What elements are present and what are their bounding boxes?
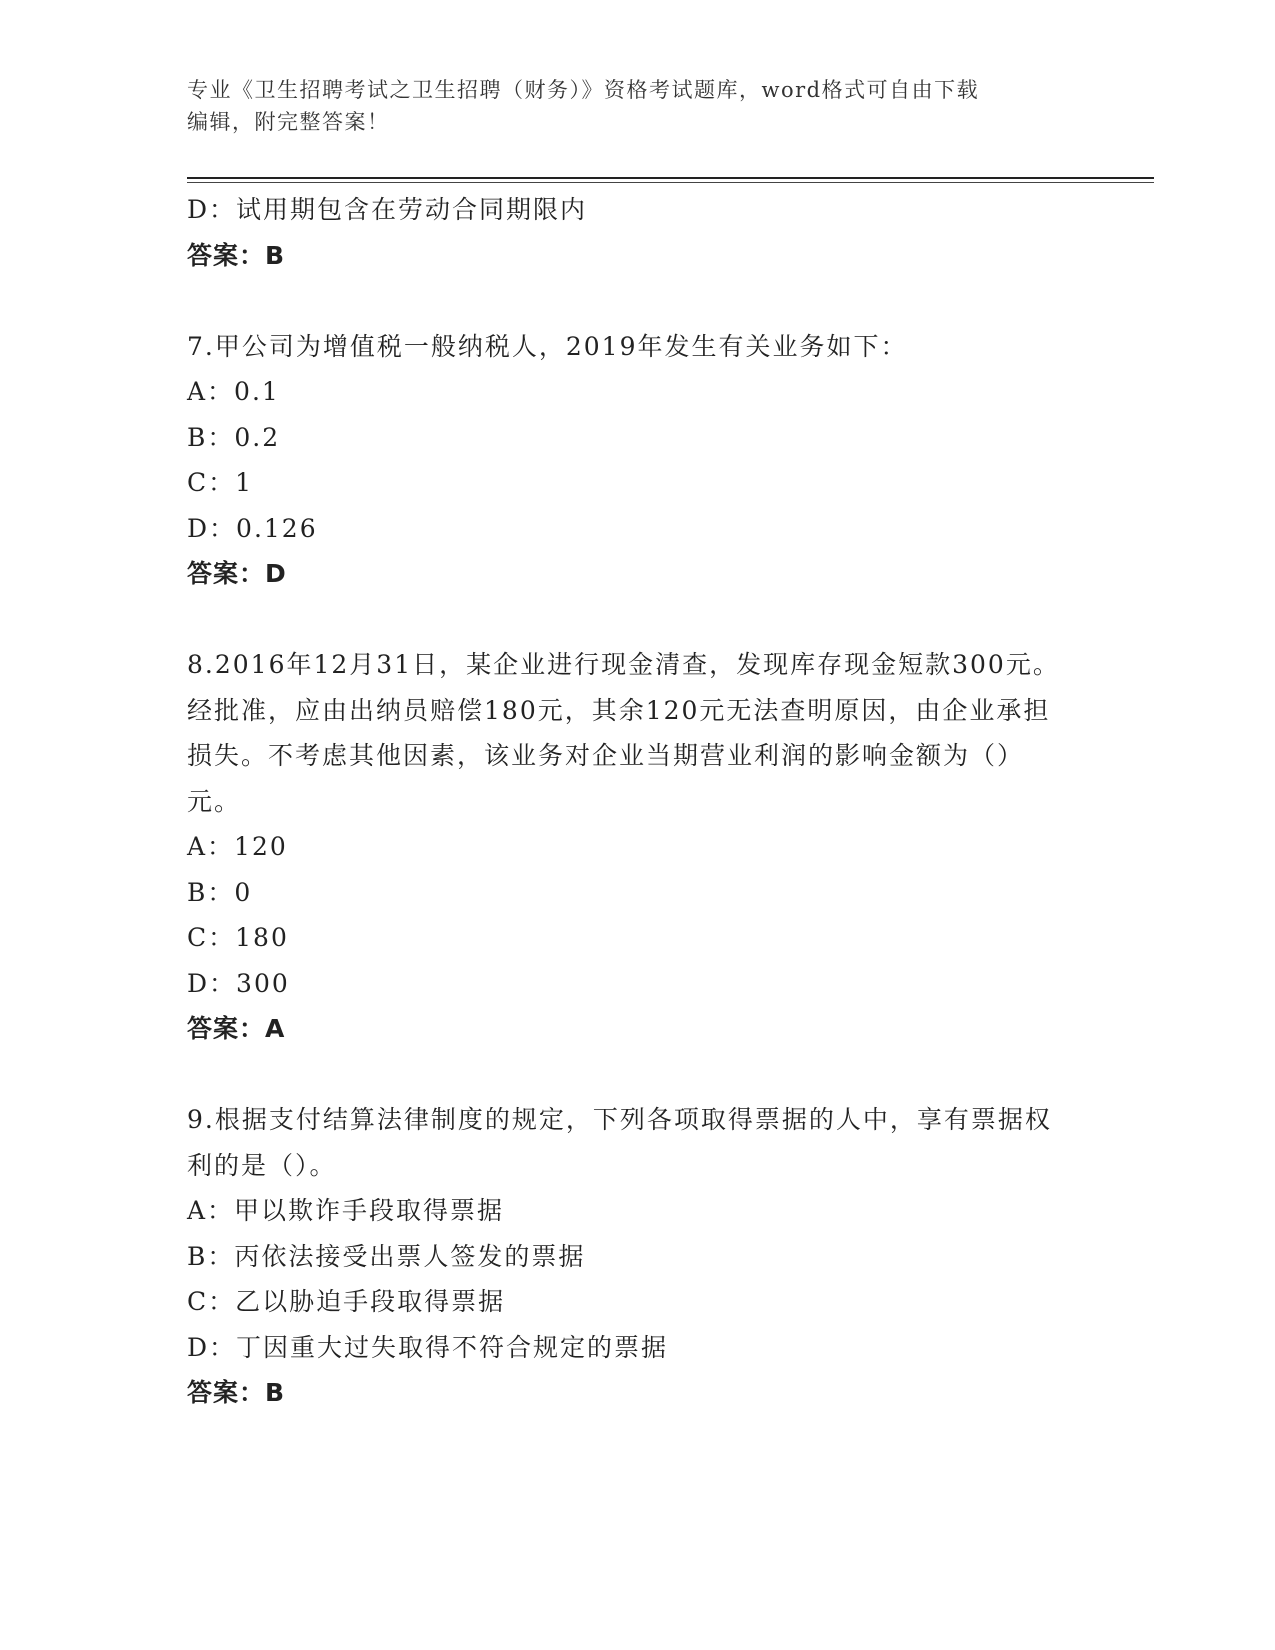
option-c: C：180 xyxy=(187,923,289,952)
spacer xyxy=(187,278,1067,324)
question-stem: 8.2016年12月31日，某企业进行现金清查，发现库存现金短款300元。经批准，应由出纳员赔偿180元，其余120元无法查明原因，由企业承担损失。不考虑其他因素，该业务对企业当期营业利润的影响金额为（）元。 xyxy=(187,650,1060,816)
option-d: D：试用期包含在劳动合同期限内 xyxy=(187,195,588,224)
option-b: B：丙依法接受出票人签发的票据 xyxy=(187,1241,586,1271)
header-line-2: 编辑，附完整答案！ xyxy=(187,110,390,134)
question-8 xyxy=(187,642,1067,1052)
option-c: C：1 xyxy=(187,468,254,497)
option-a: A：甲以欺诈手段取得票据 xyxy=(187,1196,505,1225)
option-d: D：丁因重大过失取得不符合规定的票据 xyxy=(187,1332,669,1362)
option-d: D：300 xyxy=(187,968,290,998)
option-b: B：0.2 xyxy=(187,422,281,452)
option-a: A：0.1 xyxy=(187,377,280,406)
option-a: A：120 xyxy=(187,832,288,861)
header-rule-bottom xyxy=(187,182,1154,183)
answer-line: 答案：D xyxy=(187,559,287,588)
option-c: C：乙以胁迫手段取得票据 xyxy=(187,1287,506,1316)
answer-line: 答案：B xyxy=(187,240,286,270)
header-line-1: 专业《卫生招聘考试之卫生招聘（财务）》资格考试题库，word格式可自由下载 xyxy=(187,78,980,102)
question-stem: 9.根据支付结算法律制度的规定，下列各项取得票据的人中，享有票据权利的是（）。 xyxy=(187,1105,1052,1180)
spacer xyxy=(187,1052,1067,1098)
question-9 xyxy=(187,1097,1067,1416)
option-b: B：0 xyxy=(187,877,253,907)
question-stem: 7.甲公司为增值税一般纳税人，2019年发生有关业务如下： xyxy=(187,331,908,361)
document-header xyxy=(187,74,1087,138)
option-d: D：0.126 xyxy=(187,513,318,543)
answer-line: 答案：A xyxy=(187,1014,286,1043)
question-content xyxy=(187,187,1067,1416)
header-rule-top xyxy=(187,177,1154,179)
question-7 xyxy=(187,324,1067,597)
prev-question-block xyxy=(187,187,1067,278)
spacer xyxy=(187,597,1067,643)
answer-line: 答案：B xyxy=(187,1378,286,1407)
